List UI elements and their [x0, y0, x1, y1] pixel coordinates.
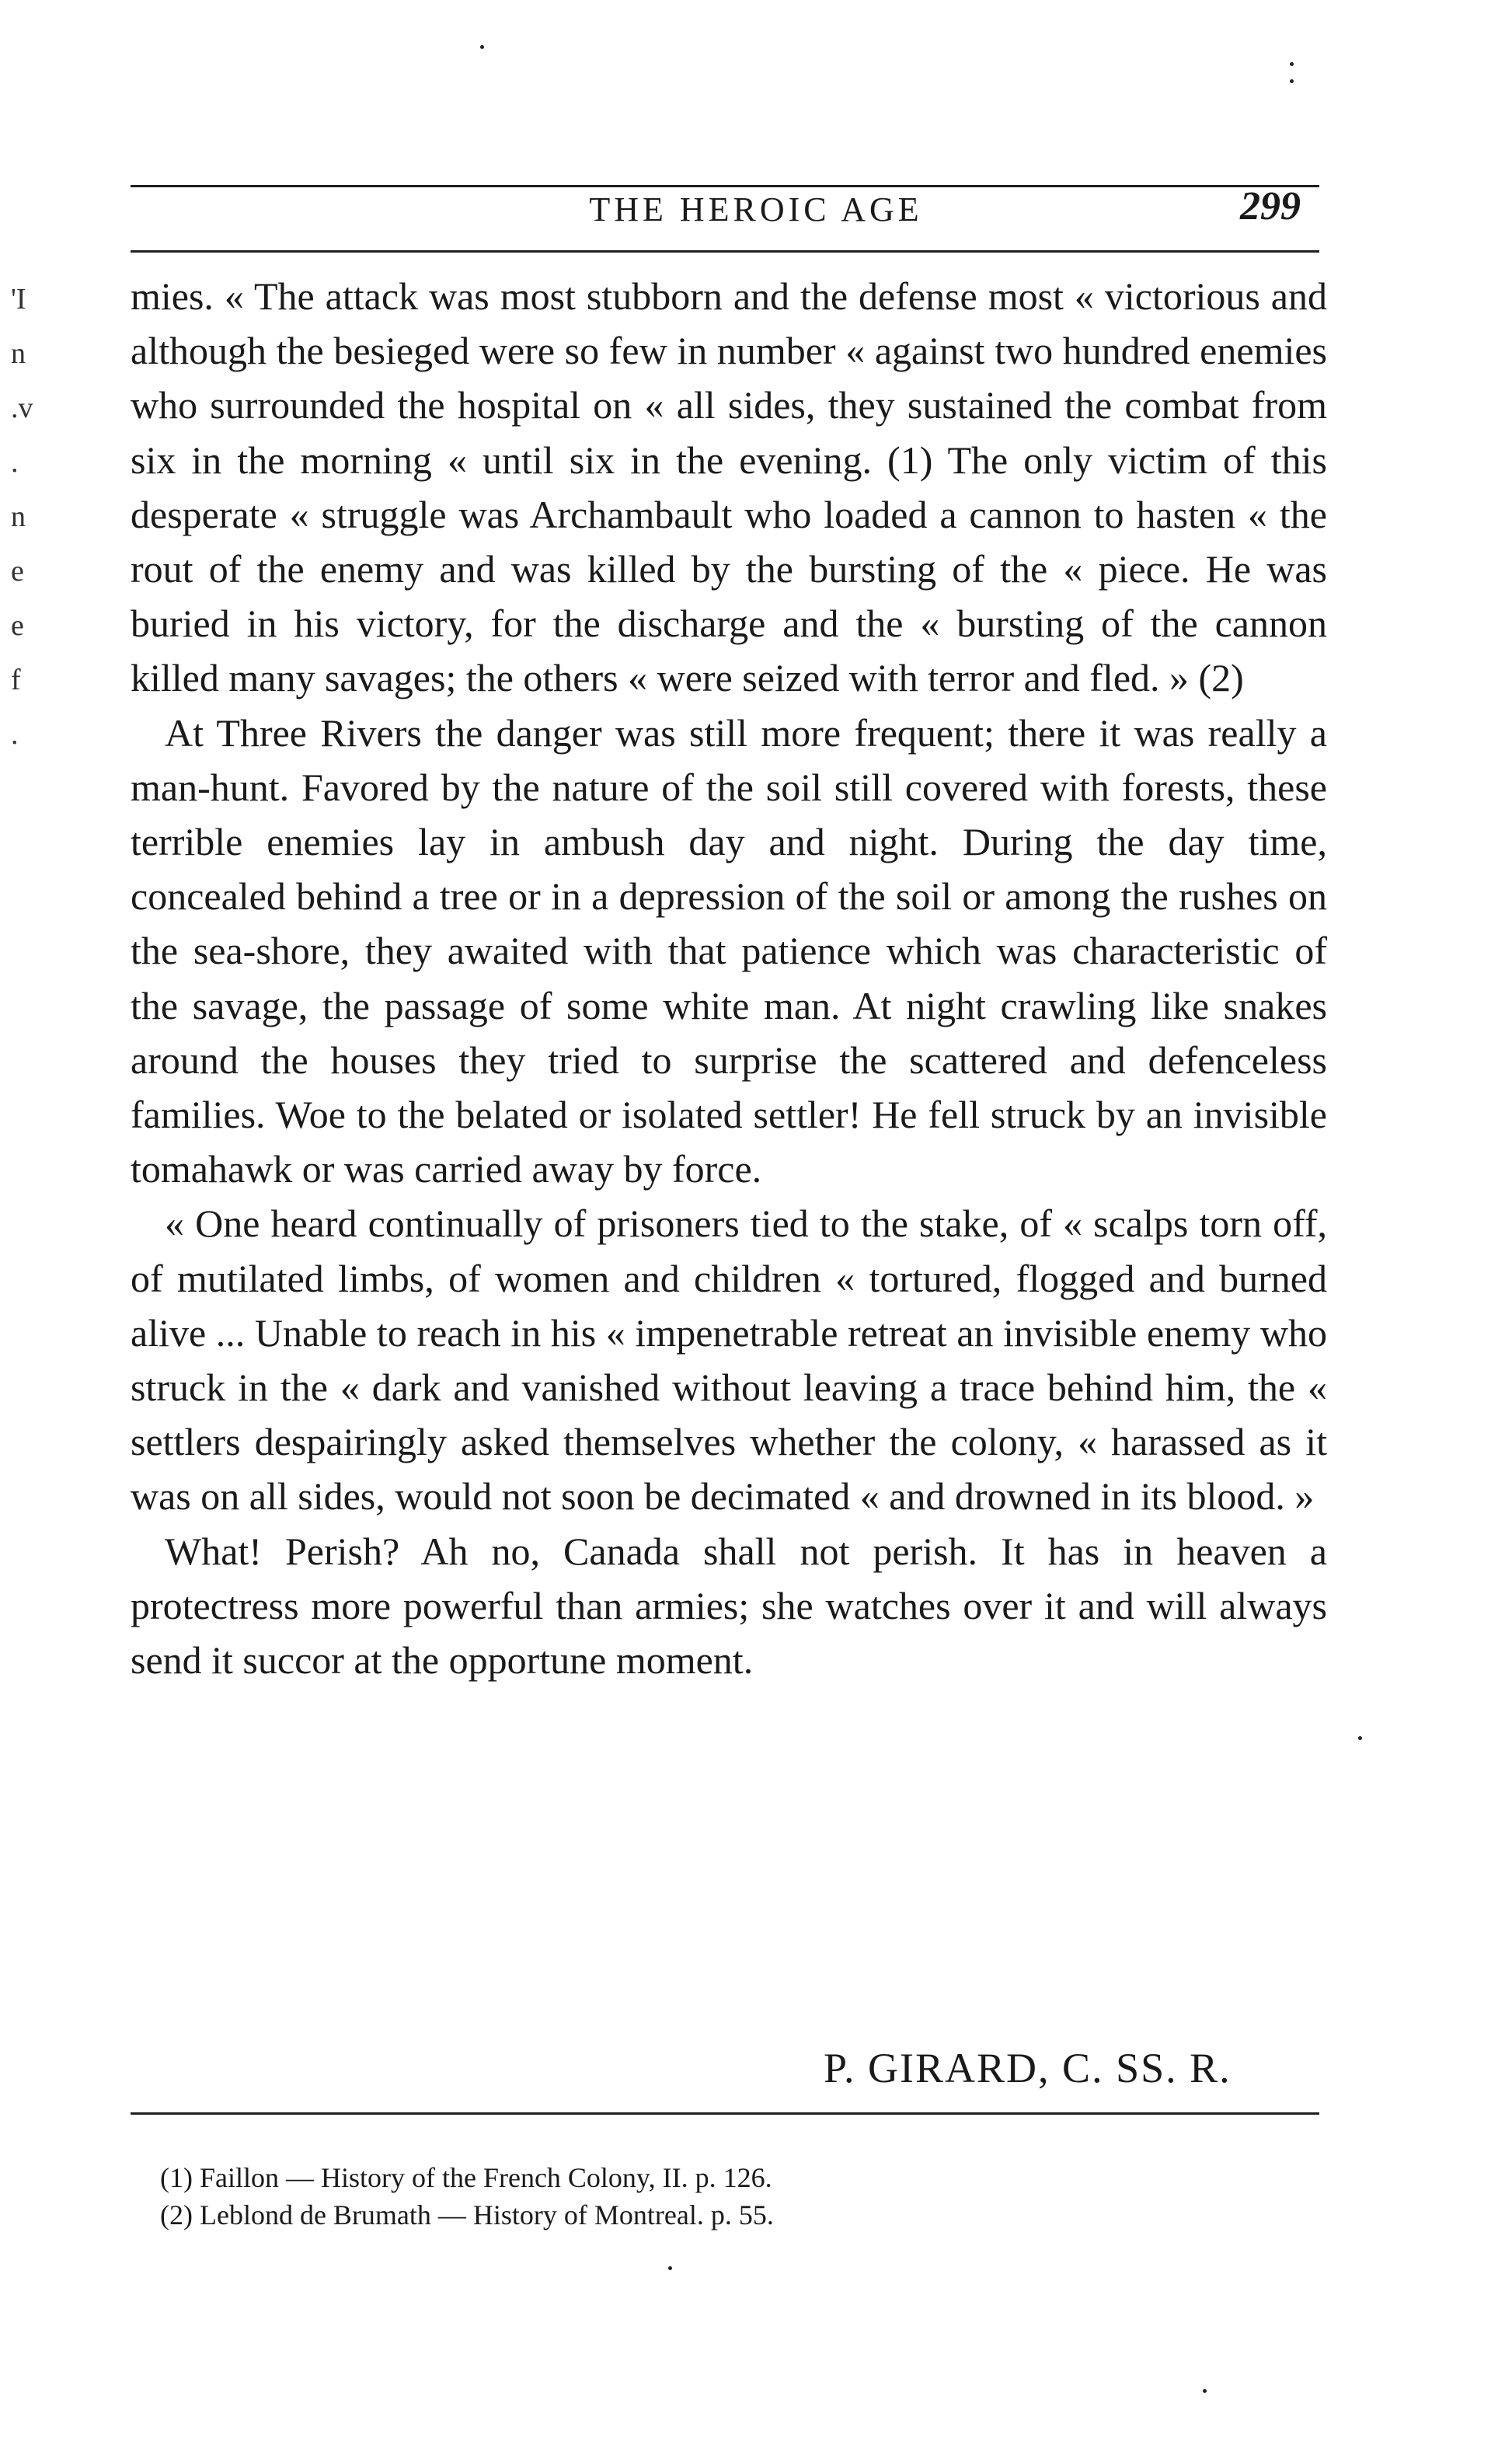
footnote-2: (2) Leblond de Brumath — History of Montreal. p. 55. [160, 2199, 774, 2230]
header-top-rule [131, 185, 1319, 187]
author-signature: P. GIRARD, C. SS. R. [824, 2045, 1232, 2091]
scan-speck [1290, 62, 1294, 66]
paragraph-conclusion: What! Perish? Ah no, Canada shall not perish. It has in heaven a protectress more powerful than armies; she watches over it and will always send it succor at the opportune moment. [131, 1529, 1327, 1683]
paragraph-siege-quote: mies. « The attack was most stubborn and the defense most « victorious and although the besieged were so few in number « against two hundred enemies who surrounded the hospital on « all sides, they sustained the combat from six in the morning « until six in the evening. (1) The only victim of this desperate « struggle was Archambault who loaded a cannon to hasten « the rout of the enemy and was killed by the bursting of the « piece. He was buried in his victory, for the discharge and the « bursting of the cannon killed many savages; the others « were seized with terror and fled. » (2) [131, 274, 1327, 700]
margin-fragment: n [11, 337, 26, 370]
paragraph-three-rivers: At Three Rivers the danger was still more frequent; there it was really a man-hunt. Favored by the nature of the soil still covered with forests, these terrible enemies lay in ambush day and night. During the day time, concealed behind a tree or in a depression of the soil or among the rushes on the sea-shore, they awaited with that patience which was characteristic of the savage, the passage of some white man. At night crawling like snakes around the houses they tried to surprise the scattered and defenceless families. Woe to the belated or isolated settler! He fell struck by an invisible tomahawk or was carried away by force. [131, 710, 1327, 1191]
header-bottom-rule [131, 250, 1319, 253]
margin-fragment: n [11, 501, 26, 533]
margin-fragment: . [11, 446, 19, 479]
margin-fragment: . [11, 718, 19, 751]
paragraph-prisoners-quote: « One heard continually of prisoners tied to the stake, of « scalps torn off, of mutilated limbs, of women and children « tortured, flogged and burned alive ... Unable to reach in his « impenetrable retreat an invisible enemy who struck in the « dark and vanished without leaving a trace behind him, the « settlers despairingly asked themselves whether the colony, « harassed as it was on all sides, would not soon be decimated « and drowned in its blood. » [131, 1202, 1327, 1519]
footnote-rule [131, 2112, 1319, 2115]
margin-fragment: f [11, 664, 21, 696]
footnote-1: (1) Faillon — History of the French Colony, II. p. 126. [160, 2162, 772, 2193]
bleed-through-margin [11, 272, 65, 762]
footnotes [160, 2159, 774, 2234]
page-number: 299 [1240, 184, 1301, 228]
scan-speck [668, 2266, 672, 2270]
margin-fragment: .v [11, 392, 33, 424]
margin-fragment: e [11, 609, 24, 642]
running-header: THE HEROIC AGE [589, 190, 923, 228]
scan-speck [1358, 1736, 1362, 1740]
scan-speck [1290, 79, 1294, 83]
scan-speck [480, 45, 484, 49]
body-text [131, 269, 1327, 1687]
scan-speck [1203, 2389, 1207, 2393]
margin-fragment: 'I [11, 283, 26, 316]
margin-fragment: e [11, 555, 24, 588]
